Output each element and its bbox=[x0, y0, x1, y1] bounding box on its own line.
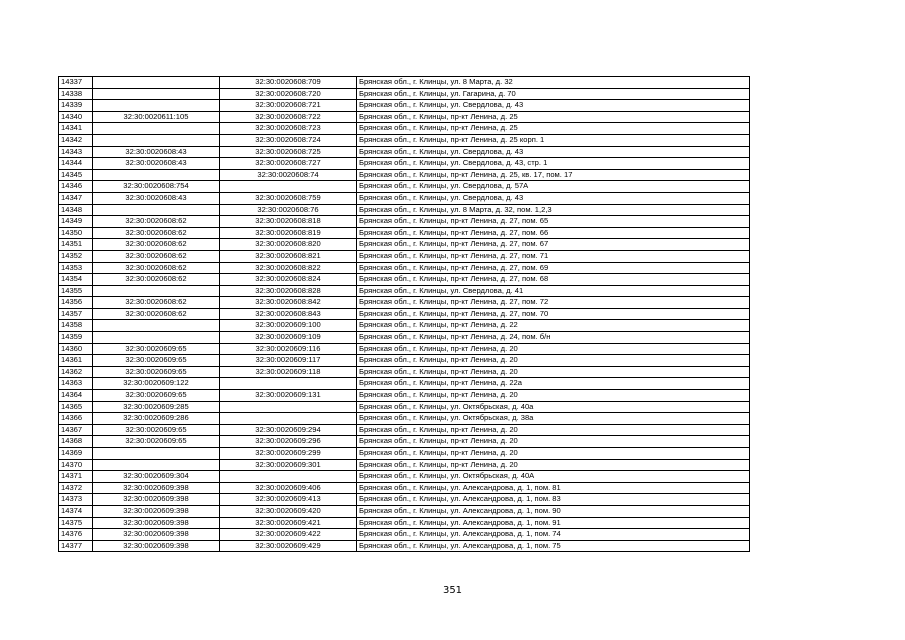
parent-cadastral-number-cell: 32:30:0020609:65 bbox=[93, 424, 220, 436]
table-row bbox=[59, 529, 750, 541]
row-number-cell: 14355 bbox=[59, 285, 93, 297]
table-row bbox=[59, 216, 750, 228]
cadastral-number-cell: 32:30:0020608:820 bbox=[220, 239, 357, 251]
parent-cadastral-number-cell bbox=[93, 88, 220, 100]
address-cell: Брянская обл., г. Клинцы, пр-кт Ленина, д. 24, пом. б/н bbox=[357, 332, 750, 344]
parent-cadastral-number-cell: 32:30:0020609:398 bbox=[93, 540, 220, 552]
row-number-cell: 14374 bbox=[59, 505, 93, 517]
table-row bbox=[59, 308, 750, 320]
parent-cadastral-number-cell: 32:30:0020608:62 bbox=[93, 274, 220, 286]
address-cell: Брянская обл., г. Клинцы, пр-кт Ленина, д. 27, пом. 67 bbox=[357, 239, 750, 251]
row-number-cell: 14343 bbox=[59, 146, 93, 158]
address-cell: Брянская обл., г. Клинцы, пр-кт Ленина, д. 27, пом. 66 bbox=[357, 227, 750, 239]
address-cell: Брянская обл., г. Клинцы, пр-кт Ленина, д. 20 bbox=[357, 436, 750, 448]
cadastral-number-cell: 32:30:0020608:843 bbox=[220, 308, 357, 320]
table-row bbox=[59, 134, 750, 146]
table-row bbox=[59, 88, 750, 100]
row-number-cell: 14339 bbox=[59, 100, 93, 112]
row-number-cell: 14341 bbox=[59, 123, 93, 135]
row-number-cell: 14347 bbox=[59, 192, 93, 204]
address-cell: Брянская обл., г. Клинцы, пр-кт Ленина, д. 27, пом. 69 bbox=[357, 262, 750, 274]
table-body bbox=[59, 77, 750, 552]
cadastral-registry-table bbox=[58, 76, 750, 552]
row-number-cell: 14361 bbox=[59, 355, 93, 367]
row-number-cell: 14342 bbox=[59, 134, 93, 146]
cadastral-number-cell: 32:30:0020609:301 bbox=[220, 459, 357, 471]
cadastral-number-cell: 32:30:0020609:422 bbox=[220, 529, 357, 541]
parent-cadastral-number-cell bbox=[93, 448, 220, 460]
address-cell: Брянская обл., г. Клинцы, пр-кт Ленина, д. 22а bbox=[357, 378, 750, 390]
address-cell: Брянская обл., г. Клинцы, пр-кт Ленина, д. 27, пом. 70 bbox=[357, 308, 750, 320]
row-number-cell: 14369 bbox=[59, 448, 93, 460]
cadastral-number-cell: 32:30:0020608:828 bbox=[220, 285, 357, 297]
address-cell: Брянская обл., г. Клинцы, пр-кт Ленина, д. 20 bbox=[357, 448, 750, 460]
cadastral-number-cell: 32:30:0020609:118 bbox=[220, 366, 357, 378]
address-cell: Брянская обл., г. Клинцы, пр-кт Ленина, д. 20 bbox=[357, 343, 750, 355]
address-cell: Брянская обл., г. Клинцы, пр-кт Ленина, д. 27, пом. 72 bbox=[357, 297, 750, 309]
parent-cadastral-number-cell: 32:30:0020609:65 bbox=[93, 343, 220, 355]
parent-cadastral-number-cell bbox=[93, 169, 220, 181]
parent-cadastral-number-cell bbox=[93, 459, 220, 471]
address-cell: Брянская обл., г. Клинцы, ул. 8 Марта, д. 32, пом. 1,2,3 bbox=[357, 204, 750, 216]
table-row bbox=[59, 192, 750, 204]
address-cell: Брянская обл., г. Клинцы, ул. Александрова, д. 1, пом. 75 bbox=[357, 540, 750, 552]
cadastral-number-cell bbox=[220, 401, 357, 413]
table-row bbox=[59, 355, 750, 367]
cadastral-number-cell: 32:30:0020609:406 bbox=[220, 482, 357, 494]
parent-cadastral-number-cell bbox=[93, 123, 220, 135]
address-cell: Брянская обл., г. Клинцы, ул. Свердлова, д. 43, стр. 1 bbox=[357, 158, 750, 170]
address-cell: Брянская обл., г. Клинцы, пр-кт Ленина, д. 22 bbox=[357, 320, 750, 332]
row-number-cell: 14357 bbox=[59, 308, 93, 320]
cadastral-number-cell: 32:30:0020608:76 bbox=[220, 204, 357, 216]
table-row bbox=[59, 227, 750, 239]
table-row bbox=[59, 146, 750, 158]
parent-cadastral-number-cell: 32:30:0020609:285 bbox=[93, 401, 220, 413]
cadastral-number-cell: 32:30:0020608:725 bbox=[220, 146, 357, 158]
row-number-cell: 14358 bbox=[59, 320, 93, 332]
parent-cadastral-number-cell: 32:30:0020608:43 bbox=[93, 192, 220, 204]
table-row bbox=[59, 505, 750, 517]
address-cell: Брянская обл., г. Клинцы, ул. Октябрьская, д. 40А bbox=[357, 471, 750, 483]
address-cell: Брянская обл., г. Клинцы, ул. Свердлова, д. 43 bbox=[357, 146, 750, 158]
row-number-cell: 14353 bbox=[59, 262, 93, 274]
parent-cadastral-number-cell bbox=[93, 77, 220, 89]
address-cell: Брянская обл., г. Клинцы, пр-кт Ленина, д. 25, кв. 17, пом. 17 bbox=[357, 169, 750, 181]
parent-cadastral-number-cell: 32:30:0020608:62 bbox=[93, 227, 220, 239]
parent-cadastral-number-cell: 32:30:0020609:398 bbox=[93, 482, 220, 494]
address-cell: Брянская обл., г. Клинцы, ул. Октябрьская, д. 40а bbox=[357, 401, 750, 413]
address-cell: Брянская обл., г. Клинцы, ул. Свердлова, д. 41 bbox=[357, 285, 750, 297]
row-number-cell: 14359 bbox=[59, 332, 93, 344]
address-cell: Брянская обл., г. Клинцы, ул. Александрова, д. 1, пом. 83 bbox=[357, 494, 750, 506]
parent-cadastral-number-cell: 32:30:0020608:43 bbox=[93, 146, 220, 158]
row-number-cell: 14350 bbox=[59, 227, 93, 239]
parent-cadastral-number-cell bbox=[93, 204, 220, 216]
row-number-cell: 14373 bbox=[59, 494, 93, 506]
table-row bbox=[59, 169, 750, 181]
table-row bbox=[59, 517, 750, 529]
table-row bbox=[59, 471, 750, 483]
address-cell: Брянская обл., г. Клинцы, ул. Октябрьская, д. 38а bbox=[357, 413, 750, 425]
table-row bbox=[59, 250, 750, 262]
table-row bbox=[59, 262, 750, 274]
parent-cadastral-number-cell bbox=[93, 100, 220, 112]
parent-cadastral-number-cell: 32:30:0020609:304 bbox=[93, 471, 220, 483]
table-row bbox=[59, 390, 750, 402]
address-cell: Брянская обл., г. Клинцы, пр-кт Ленина, д. 27, пом. 68 bbox=[357, 274, 750, 286]
address-cell: Брянская обл., г. Клинцы, ул. Гагарина, д. 70 bbox=[357, 88, 750, 100]
cadastral-number-cell: 32:30:0020609:420 bbox=[220, 505, 357, 517]
row-number-cell: 14368 bbox=[59, 436, 93, 448]
row-number-cell: 14365 bbox=[59, 401, 93, 413]
cadastral-number-cell: 32:30:0020608:822 bbox=[220, 262, 357, 274]
address-cell: Брянская обл., г. Клинцы, пр-кт Ленина, д. 20 bbox=[357, 390, 750, 402]
table-row bbox=[59, 448, 750, 460]
row-number-cell: 14345 bbox=[59, 169, 93, 181]
parent-cadastral-number-cell: 32:30:0020609:65 bbox=[93, 355, 220, 367]
cadastral-number-cell: 32:30:0020609:131 bbox=[220, 390, 357, 402]
address-cell: Брянская обл., г. Клинцы, ул. Александрова, д. 1, пом. 91 bbox=[357, 517, 750, 529]
cadastral-number-cell: 32:30:0020609:109 bbox=[220, 332, 357, 344]
address-cell: Брянская обл., г. Клинцы, пр-кт Ленина, д. 27, пом. 71 bbox=[357, 250, 750, 262]
table-row bbox=[59, 540, 750, 552]
cadastral-number-cell bbox=[220, 471, 357, 483]
cadastral-number-cell: 32:30:0020608:724 bbox=[220, 134, 357, 146]
cadastral-number-cell bbox=[220, 378, 357, 390]
table-row bbox=[59, 274, 750, 286]
cadastral-number-cell: 32:30:0020609:429 bbox=[220, 540, 357, 552]
address-cell: Брянская обл., г. Клинцы, пр-кт Ленина, д. 27, пом. 65 bbox=[357, 216, 750, 228]
row-number-cell: 14356 bbox=[59, 297, 93, 309]
table-row bbox=[59, 320, 750, 332]
row-number-cell: 14337 bbox=[59, 77, 93, 89]
row-number-cell: 14376 bbox=[59, 529, 93, 541]
parent-cadastral-number-cell: 32:30:0020608:754 bbox=[93, 181, 220, 193]
parent-cadastral-number-cell: 32:30:0020608:62 bbox=[93, 262, 220, 274]
table-row bbox=[59, 111, 750, 123]
cadastral-number-cell: 32:30:0020608:722 bbox=[220, 111, 357, 123]
row-number-cell: 14366 bbox=[59, 413, 93, 425]
address-cell: Брянская обл., г. Клинцы, ул. Свердлова, д. 43 bbox=[357, 100, 750, 112]
address-cell: Брянская обл., г. Клинцы, ул. Александрова, д. 1, пом. 81 bbox=[357, 482, 750, 494]
table-row bbox=[59, 436, 750, 448]
row-number-cell: 14352 bbox=[59, 250, 93, 262]
table-row bbox=[59, 343, 750, 355]
table-row bbox=[59, 297, 750, 309]
address-cell: Брянская обл., г. Клинцы, пр-кт Ленина, д. 20 bbox=[357, 355, 750, 367]
row-number-cell: 14370 bbox=[59, 459, 93, 471]
table-row bbox=[59, 482, 750, 494]
cadastral-number-cell: 32:30:0020609:413 bbox=[220, 494, 357, 506]
address-cell: Брянская обл., г. Клинцы, пр-кт Ленина, д. 25 корп. 1 bbox=[357, 134, 750, 146]
row-number-cell: 14351 bbox=[59, 239, 93, 251]
cadastral-number-cell: 32:30:0020608:759 bbox=[220, 192, 357, 204]
cadastral-number-cell: 32:30:0020608:842 bbox=[220, 297, 357, 309]
cadastral-number-cell: 32:30:0020609:299 bbox=[220, 448, 357, 460]
table-row bbox=[59, 100, 750, 112]
cadastral-number-cell: 32:30:0020608:819 bbox=[220, 227, 357, 239]
parent-cadastral-number-cell: 32:30:0020609:398 bbox=[93, 494, 220, 506]
table-row bbox=[59, 424, 750, 436]
parent-cadastral-number-cell: 32:30:0020608:62 bbox=[93, 297, 220, 309]
parent-cadastral-number-cell bbox=[93, 134, 220, 146]
cadastral-number-cell: 32:30:0020608:818 bbox=[220, 216, 357, 228]
row-number-cell: 14367 bbox=[59, 424, 93, 436]
parent-cadastral-number-cell: 32:30:0020608:62 bbox=[93, 216, 220, 228]
row-number-cell: 14372 bbox=[59, 482, 93, 494]
cadastral-number-cell: 32:30:0020608:821 bbox=[220, 250, 357, 262]
row-number-cell: 14338 bbox=[59, 88, 93, 100]
table-row bbox=[59, 459, 750, 471]
parent-cadastral-number-cell: 32:30:0020609:398 bbox=[93, 505, 220, 517]
table-row bbox=[59, 413, 750, 425]
parent-cadastral-number-cell bbox=[93, 285, 220, 297]
parent-cadastral-number-cell: 32:30:0020609:65 bbox=[93, 436, 220, 448]
table-row bbox=[59, 204, 750, 216]
cadastral-number-cell: 32:30:0020609:100 bbox=[220, 320, 357, 332]
cadastral-number-cell: 32:30:0020608:727 bbox=[220, 158, 357, 170]
address-cell: Брянская обл., г. Клинцы, ул. Александрова, д. 1, пом. 90 bbox=[357, 505, 750, 517]
row-number-cell: 14346 bbox=[59, 181, 93, 193]
address-cell: Брянская обл., г. Клинцы, пр-кт Ленина, д. 20 bbox=[357, 424, 750, 436]
address-cell: Брянская обл., г. Клинцы, пр-кт Ленина, д. 25 bbox=[357, 111, 750, 123]
cadastral-number-cell bbox=[220, 413, 357, 425]
table-row bbox=[59, 494, 750, 506]
parent-cadastral-number-cell: 32:30:0020608:43 bbox=[93, 158, 220, 170]
parent-cadastral-number-cell bbox=[93, 320, 220, 332]
table-row bbox=[59, 123, 750, 135]
address-cell: Брянская обл., г. Клинцы, пр-кт Ленина, д. 20 bbox=[357, 366, 750, 378]
row-number-cell: 14363 bbox=[59, 378, 93, 390]
cadastral-number-cell bbox=[220, 181, 357, 193]
parent-cadastral-number-cell: 32:30:0020608:62 bbox=[93, 250, 220, 262]
row-number-cell: 14371 bbox=[59, 471, 93, 483]
address-cell: Брянская обл., г. Клинцы, ул. Свердлова, д. 43 bbox=[357, 192, 750, 204]
row-number-cell: 14360 bbox=[59, 343, 93, 355]
row-number-cell: 14364 bbox=[59, 390, 93, 402]
cadastral-number-cell: 32:30:0020609:296 bbox=[220, 436, 357, 448]
cadastral-number-cell: 32:30:0020608:74 bbox=[220, 169, 357, 181]
row-number-cell: 14375 bbox=[59, 517, 93, 529]
address-cell: Брянская обл., г. Клинцы, пр-кт Ленина, д. 25 bbox=[357, 123, 750, 135]
table-row bbox=[59, 378, 750, 390]
cadastral-number-cell: 32:30:0020608:723 bbox=[220, 123, 357, 135]
cadastral-number-cell: 32:30:0020608:720 bbox=[220, 88, 357, 100]
row-number-cell: 14354 bbox=[59, 274, 93, 286]
table-row bbox=[59, 239, 750, 251]
row-number-cell: 14344 bbox=[59, 158, 93, 170]
parent-cadastral-number-cell: 32:30:0020609:65 bbox=[93, 366, 220, 378]
table-row bbox=[59, 77, 750, 89]
parent-cadastral-number-cell: 32:30:0020608:62 bbox=[93, 239, 220, 251]
row-number-cell: 14348 bbox=[59, 204, 93, 216]
table-row bbox=[59, 401, 750, 413]
row-number-cell: 14340 bbox=[59, 111, 93, 123]
parent-cadastral-number-cell: 32:30:0020609:65 bbox=[93, 390, 220, 402]
parent-cadastral-number-cell bbox=[93, 332, 220, 344]
parent-cadastral-number-cell: 32:30:0020611:105 bbox=[93, 111, 220, 123]
address-cell: Брянская обл., г. Клинцы, ул. Свердлова, д. 57А bbox=[357, 181, 750, 193]
parent-cadastral-number-cell: 32:30:0020609:286 bbox=[93, 413, 220, 425]
row-number-cell: 14349 bbox=[59, 216, 93, 228]
table-row bbox=[59, 285, 750, 297]
address-cell: Брянская обл., г. Клинцы, ул. Александрова, д. 1, пом. 74 bbox=[357, 529, 750, 541]
address-cell: Брянская обл., г. Клинцы, ул. 8 Марта, д. 32 bbox=[357, 77, 750, 89]
parent-cadastral-number-cell: 32:30:0020609:398 bbox=[93, 529, 220, 541]
cadastral-number-cell: 32:30:0020608:721 bbox=[220, 100, 357, 112]
parent-cadastral-number-cell: 32:30:0020608:62 bbox=[93, 308, 220, 320]
row-number-cell: 14362 bbox=[59, 366, 93, 378]
cadastral-number-cell: 32:30:0020609:294 bbox=[220, 424, 357, 436]
cadastral-number-cell: 32:30:0020608:824 bbox=[220, 274, 357, 286]
address-cell: Брянская обл., г. Клинцы, пр-кт Ленина, д. 20 bbox=[357, 459, 750, 471]
table-row bbox=[59, 181, 750, 193]
parent-cadastral-number-cell: 32:30:0020609:398 bbox=[93, 517, 220, 529]
cadastral-number-cell: 32:30:0020608:709 bbox=[220, 77, 357, 89]
table-row bbox=[59, 366, 750, 378]
cadastral-number-cell: 32:30:0020609:117 bbox=[220, 355, 357, 367]
cadastral-number-cell: 32:30:0020609:421 bbox=[220, 517, 357, 529]
row-number-cell: 14377 bbox=[59, 540, 93, 552]
parent-cadastral-number-cell: 32:30:0020609:122 bbox=[93, 378, 220, 390]
page-number: 351 bbox=[442, 585, 463, 596]
cadastral-number-cell: 32:30:0020609:116 bbox=[220, 343, 357, 355]
table-row bbox=[59, 332, 750, 344]
table-row bbox=[59, 158, 750, 170]
